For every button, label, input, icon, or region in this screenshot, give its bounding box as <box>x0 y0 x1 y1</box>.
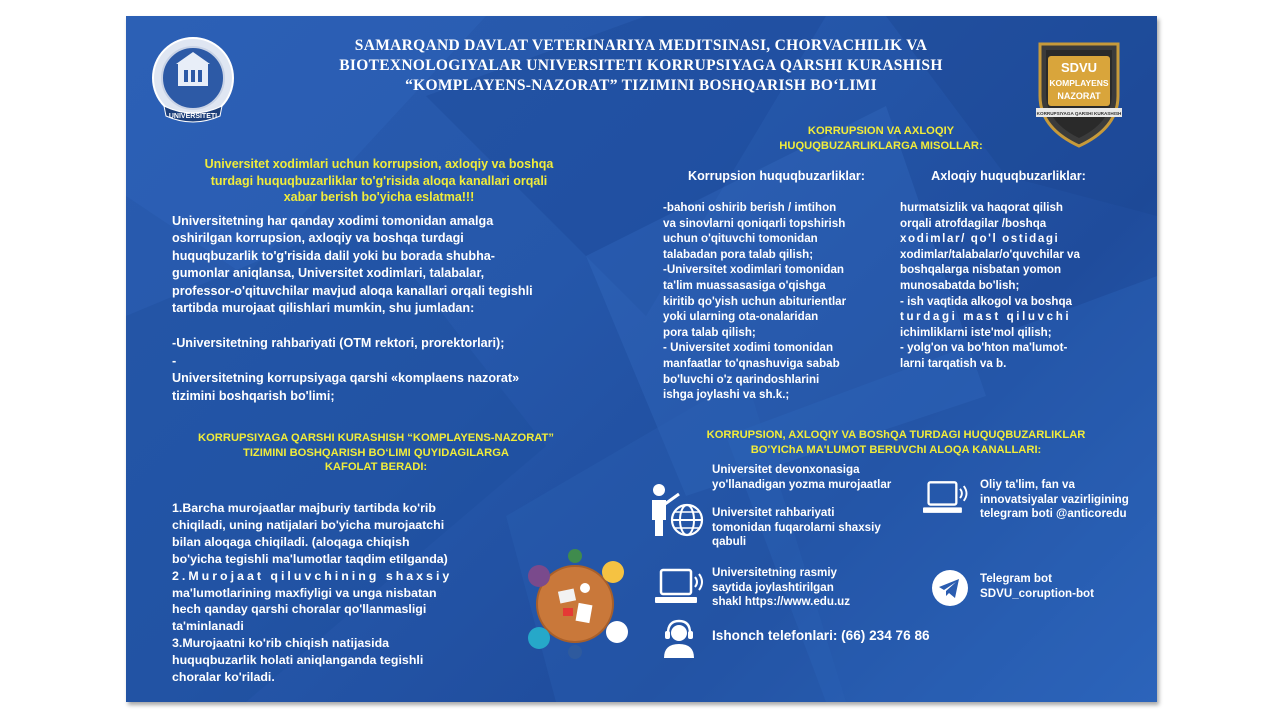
university-seal-logo <box>150 36 236 130</box>
channel-website <box>712 566 932 610</box>
channel-website-line: shakl https://www.edu.uz <box>712 595 851 608</box>
page-title <box>276 36 1006 96</box>
title-line: BIOTEXNOLOGIYALAR UNIVERSITETI KORRUPSIYAGA QARSHI KURASHISH <box>339 57 943 74</box>
reminder-body <box>172 213 594 405</box>
guarantee-line: 2.Murojaat qiluvchining shaxsiy <box>172 568 453 583</box>
poster-board <box>126 16 1157 702</box>
reminder-item-2-line: Universitetning korrupsiyaga qarshi «komplaens nazorat» <box>172 371 520 386</box>
team-meeting-illustration <box>519 548 631 660</box>
channel-ministry-bot <box>980 478 1150 522</box>
reminder-dash: - <box>172 353 177 368</box>
corruption-line: yoki ularning ota-onalaridan <box>663 310 819 324</box>
channel-written-line: yo'llanadigan yozma murojaatlar <box>712 477 892 491</box>
guarantee-line: hech qanday qarshi choralar qo'llanmasligi <box>172 602 427 617</box>
channel-telegram-bot-line: Telegram bot <box>980 572 1052 585</box>
ethics-line: xodimlar/ qo'l ostidagi <box>900 232 1060 246</box>
shield-line3: NAZORAT <box>1057 91 1101 101</box>
channels-heading-line: KORRUPSION, AXLOQIY VA BOShQA TURDAGI HUQUQBUZARLIKLAR <box>706 429 1086 441</box>
guarantee-line: huquqbuzarlik holati aniqlanganda tegishli <box>172 653 424 668</box>
corruption-line: bo'luvchi o'z qarindoshlarini <box>663 372 820 386</box>
guarantee-line: bilan aloqaga chiqiladi. (aloqaga chiqish <box>172 534 410 549</box>
guarantees-list <box>172 500 504 686</box>
examples-heading-line: KORRUPSION VA AXLOQIY <box>807 125 955 137</box>
corruption-examples <box>663 200 876 403</box>
corruption-line: -Universitet xodimlari tomonidan <box>663 263 845 277</box>
globe-icon <box>669 502 705 538</box>
ethics-line: boshqalarga nisbatan yomon <box>900 263 1062 277</box>
corruption-line: -bahoni oshirib berish / imtihon <box>663 201 837 214</box>
title-line: “KOMPLAYENS-NAZORAT” TIZIMINI BOSHQARISH BO‘LIMI <box>405 77 877 94</box>
ethics-line: orqali atrofdagilar /boshqa <box>900 216 1047 230</box>
reminder-heading-line: xabar berish bo'yicha eslatma!!! <box>283 190 475 204</box>
guarantee-line: choralar ko'riladi. <box>172 670 275 685</box>
channel-telegram-bot <box>980 572 1150 601</box>
channel-reception-line: tomonidan fuqarolarni shaxsiy <box>712 520 881 534</box>
corruption-line: ta'lim muassasasiga o'qishga <box>663 278 826 292</box>
guarantee-line: chiqiladi, uning natijalari bo'yicha murojaatchi <box>172 517 445 532</box>
ethics-line: ichimliklarni iste'mol qilish; <box>900 325 1052 339</box>
guarantee-line: ta'minlanadi <box>172 619 244 634</box>
corruption-line: kiritib qo'yish uchun abiturientlar <box>663 294 847 308</box>
guarantees-heading-line: KAFOLAT BERADI: <box>324 461 428 473</box>
corruption-line: talabadan pora talab qilish; <box>663 247 814 261</box>
reminder-body-line: oshirilgan korrupsion, axloqiy va boshqa turdagi <box>172 231 464 246</box>
hotline-number: Ishonch telefonlari: (66) 234 76 86 <box>712 628 930 643</box>
examples-heading-line: HUQUQBUZARLIKLARGA MISOLLAR: <box>779 139 983 152</box>
guarantee-line: 3.Murojaatni ko'rib chiqish natijasida <box>172 636 390 651</box>
ethics-line: xodimlar/talabalar/o'quvchilar va <box>900 247 1080 261</box>
examples-heading <box>686 124 1076 153</box>
channels-heading <box>666 428 1126 457</box>
ethics-line: - ish vaqtida alkogol va boshqa <box>900 294 1073 308</box>
corruption-line: uchun o'qituvchi tomonidan <box>663 232 818 246</box>
guarantees-heading-line: TIZIMINI BOSHQARISH BO‘LIMI QUYIDAGILARGA <box>242 446 509 459</box>
channel-website-line: saytida joylashtirilgan <box>712 580 834 594</box>
laptop-bot-icon <box>923 478 973 520</box>
guarantees-heading <box>156 431 596 475</box>
channel-reception-line: qabuli <box>712 535 747 548</box>
ethics-line: - yolg'on va bo'hton ma'lumot- <box>900 341 1068 355</box>
guarantee-line: 1.Barcha murojaatlar majburiy tartibda ko'rib <box>172 501 436 515</box>
ethics-examples <box>900 200 1114 372</box>
telegram-icon <box>931 569 969 607</box>
corruption-line: manfaatlar to'qnashuviga sabab <box>663 356 840 370</box>
channel-ministry-bot-line: Oliy ta'lim, fan va <box>980 478 1075 491</box>
corruption-line: - Universitet xodimi tomonidan <box>663 341 834 355</box>
guarantees-heading-line: KORRUPSIYAGA QARSHI KURASHISH “KOMPLAYENS-NAZORAT” <box>198 432 554 444</box>
ethics-line: munosabatda bo'lish; <box>900 278 1020 292</box>
ethics-title: Axloqiy huquqbuzarliklar: <box>931 169 1086 183</box>
channels-heading-line: BO'YIChA MA'LUMOT BERUVChI ALOQA KANALLARI: <box>750 443 1042 456</box>
guarantee-line: ma'lumotlarining maxfiyligi va unga nisbatan <box>172 585 437 600</box>
corruption-line: ishga joylashi va sh.k.; <box>663 388 790 402</box>
guarantee-line: bo'yicha tegishli ma'lumotlar taqdim etilganda) <box>172 551 448 566</box>
reminder-item-1: -Universitetning rahbariyati (OTM rektori, prorektorlari); <box>172 336 505 351</box>
reminder-body-line: professor-o'qituvchilar mavjud aloqa kanallari orqali tegishli <box>172 283 533 298</box>
channel-telegram-bot-line: SDVU_coruption-bot <box>980 586 1094 600</box>
reminder-body-line: huquqbuzarlik to'g'risida dalil yoki bu borada shubha- <box>172 248 495 263</box>
channel-ministry-bot-line: innovatsiyalar vazirligining <box>980 492 1129 506</box>
reminder-heading-line: turdagi huquqbuzarliklar to'g'risida aloqa kanallari orqali <box>210 173 548 188</box>
channel-reception-line: Universitet rahbariyati <box>712 506 835 519</box>
reminder-heading <box>164 156 594 206</box>
laptop-web-icon <box>653 567 707 609</box>
corruption-line: va sinovlarni qoniqarli topshirish <box>663 216 846 230</box>
corruption-title: Korrupsion huquqbuzarliklar: <box>687 169 865 183</box>
reminder-body-line: Universitetning har qanday xodimi tomonidan amalga <box>172 214 494 228</box>
reminder-heading-line: Universitet xodimlari uchun korrupsion, axloqiy va boshqa <box>204 157 554 171</box>
reminder-body-line: gumonlar aniqlansa, Universitet xodimlari, talabalar, <box>172 266 485 281</box>
corruption-line: pora talab qilish; <box>663 325 756 339</box>
ethics-line: hurmatsizlik va haqorat qilish <box>900 201 1063 214</box>
ethics-line: larni tarqatish va b. <box>900 356 1007 370</box>
shield-line2: KOMPLAYENS <box>1049 78 1109 88</box>
channel-website-line: Universitetning rasmiy <box>712 566 837 579</box>
channel-ministry-bot-line: telegram boti @anticoredu <box>980 507 1127 520</box>
headset-icon <box>658 618 700 660</box>
channel-reception <box>712 506 932 550</box>
ethics-line: turdagi mast qiluvchi <box>900 310 1072 324</box>
reminder-body-line: tartibda murojaat qilishlari mumkin, shu jumladan: <box>172 301 475 316</box>
shield-line1: SDVU <box>1060 60 1098 75</box>
title-line: SAMARQAND DAVLAT VETERINARIYA MEDITSINASI, CHORVACHILIK VA <box>354 37 928 54</box>
reminder-item-2-line: tizimini boshqarish bo'limi; <box>172 388 335 403</box>
shield-ribbon: KORRUPSIYAGA QARSHI KURASHISH <box>1036 111 1122 116</box>
channel-written-line: Universitet devonxonasiga <box>712 463 860 476</box>
channel-written <box>712 463 932 492</box>
seal-ribbon-text: UNIVERSITETI <box>168 113 218 120</box>
